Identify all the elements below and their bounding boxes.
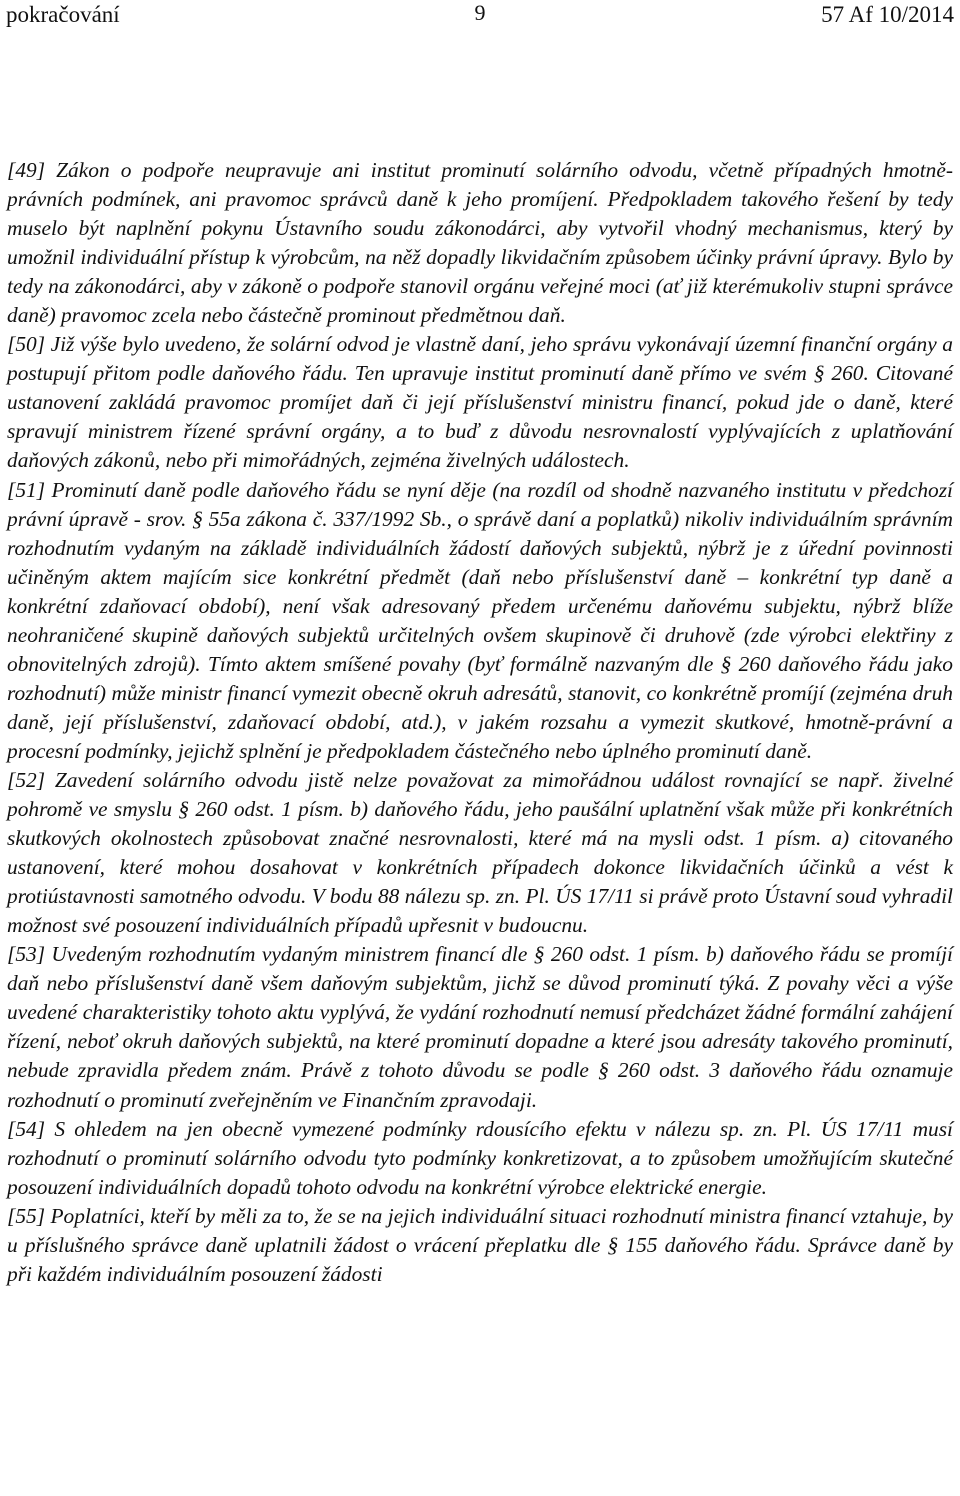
page-header	[0, 0, 960, 40]
paragraph-55: [55] Poplatníci, kteří by měli za to, že se na jejich individuální situaci rozhodnutí ministra financí vztahuje, by u příslušného správce daně uplatnili žádost o vrácení přeplatku dle § 155 daňového řádu. Správce daně by při každém individuálním posouzení žádosti	[7, 1203, 953, 1286]
paragraph-50: [50] Již výše bylo uvedeno, že solární odvod je vlastně daní, jeho správu vykonávají územní finanční orgány a postupují přitom podle daňového řádu. Ten upravuje institut prominutí daně přímo ve svém § 260. Citované ustanovení zakládá pravomoc promíjet daň či její příslušenství ministru financí, pokud jde o daně, které spravují ministrem řízené správní orgány, a to buď z důvodu nesrovnalostí vyplývajících z uplatňování daňových zákonů, nebo při mimořádných, zejména živelných událostech.	[7, 332, 953, 473]
case-number: 57 Af 10/2014	[821, 2, 954, 27]
paragraph-52: [52] Zavedení solárního odvodu jistě nelze považovat za mimořádnou událost rovnající se např. živelné pohromě ve smyslu § 260 odst. 1 písm. b) daňového řádu, jeho paušální uplatnění však může při konkrétních skutkových okolnostech způsobovat značné nesrovnalosti, které má na mysli odst. 1 písm. a) citovaného ustanovení, které mohou dosahovat v konkrétních případech dokonce likvidačních účinků a vést k protiústavnosti samotného odvodu. V bodu 88 nálezu sp. zn. Pl. ÚS 17/11 si právě proto Ústavní soud vyhradil možnost své posouzení individuálních případů upřesnit v budoucnu.	[7, 767, 953, 938]
paragraph-54: [54] S ohledem na jen obecně vymezené podmínky rdousícího efektu v nálezu sp. zn. Pl. ÚS 17/11 musí rozhodnutí o prominutí solárního odvodu tyto podmínky konkretizovat, a to způsobem umožňujícím skutečné posouzení individuálních dopadů tohoto odvodu na konkrétní výrobce elektrické energie.	[7, 1116, 953, 1199]
paragraph-51: [51] Prominutí daně podle daňového řádu se nyní děje (na rozdíl od shodně nazvaného institutu v předchozí právní úpravě - srov. § 55a zákona č. 337/1992 Sb., o správě daní a poplatků) nikoliv individuálním správním rozhodnutím vydaným na základě individuálních žádostí daňových subjektů, nýbrž je z úřední povinnosti učiněným aktem majícím sice konkrétní předmět (daň nebo příslušenství daně – konkrétní typ daně a konkrétní zdaňovací období), není však adresovaný předem určenému daňovému subjektu, nýbrž blíže neohraničené skupině daňových subjektů určitelných ovšem skupinově či druhově (zde výrobci elektřiny z obnovitelných zdrojů). Tímto aktem smíšené povahy (byť formálně nazvaným dle § 260 daňového řádu jako rozhodnutí) může ministr financí vymezit obecně okruh adresátů, stanovit, co konkrétně promíjí (zejména druh daně, její příslušenství, zdaňovací období, atd.), v jakém rozsahu a vymezit skutkové, hmotně-právní a procesní podmínky, jejichž splnění je předpokladem částečného nebo úplného prominutí daně.	[7, 477, 953, 763]
page-number: 9	[474, 0, 486, 25]
document-body	[7, 156, 953, 1289]
paragraph-49: [49] Zákon o podpoře neupravuje ani institut prominutí solárního odvodu, včetně případných hmotně-právních podmínek, ani pravomoc správců daně k jeho promíjení. Předpokladem takového řešení by tedy muselo být naplnění pokynu Ústavního soudu zákonodárci, aby vytvořil vhodný mechanismus, který by umožnil individuální přístup k výrobcům, na něž dopadly likvidačním způsobem účinky právní úpravy. Bylo by tedy na zákonodárci, aby v zákoně o podpoře stanovil orgánu veřejné moci (ať již kterémukoliv stupni správce daně) pravomoc zcela nebo částečně prominout předmětnou daň.	[7, 158, 953, 328]
continuation-label: pokračování	[6, 2, 120, 27]
paragraph-53: [53] Uvedeným rozhodnutím vydaným ministrem financí dle § 260 odst. 1 písm. b) daňového řádu se promíjí daň nebo příslušenství daně všem daňovým subjektům, jichž se důvod prominutí týká. Z povahy věci a výše uvedené charakteristiky tohoto aktu vyplývá, že vydání rozhodnutí nemusí předcházet žádné formální zahájení řízení, neboť okruh daňových subjektů, na které prominutí dopadne a které jsou adresáty takového prominutí, nebude zpravidla předem znám. Právě z tohoto důvodu se podle § 260 odst. 3 daňového řádu oznamuje rozhodnutí o prominutí zveřejněním ve Finančním zpravodaji.	[7, 942, 953, 1112]
